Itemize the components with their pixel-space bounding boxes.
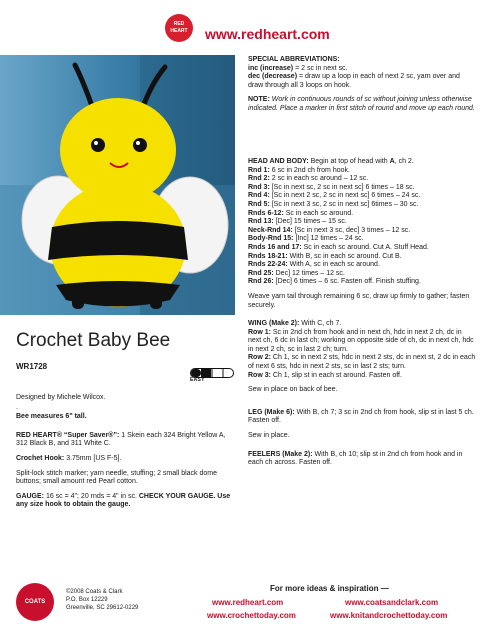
wing-row-text: Sc in 2nd ch from hook and in next ch, hdc in next 2 ch, dc in next ch, 6 dc in last ch; working on opposite side of ch, dc in next ch, hdc in next 2 ch, sc in last 2 ch; turn. [248, 328, 474, 353]
wing-row [248, 329, 476, 355]
round-instruction-label: Rnds 22-24: [248, 261, 290, 269]
round-instruction-label: Rnds 16 and 17: [248, 243, 304, 251]
round-instruction [248, 244, 476, 253]
round-instruction [248, 201, 476, 210]
note-text: Work in continuous rounds of sc without joining unless otherwise indicated. Place a marker in first stitch of round and move up each round. [248, 96, 475, 112]
wing-label: WING (Make 2): [248, 320, 300, 327]
round-instruction-text: [Sc in next 3 sc, 2 sc in next sc] 6times – 30 sc. [271, 200, 419, 208]
dec-definition: = draw up a loop in each of next 2 sc, yarn over and draw through all 3 loops on hook. [248, 73, 460, 89]
round-instruction-label: Rnd 4: [248, 192, 272, 200]
round-instruction-label: Rnd 26: [248, 278, 276, 286]
round-instruction-text: [Sc in next sc, 2 sc in next sc] 6 times – 18 sc. [271, 183, 415, 191]
wing-row [248, 372, 476, 381]
round-instruction-label: Rnd 5: [248, 200, 272, 208]
weave-text: Weave yarn tail through remaining 6 sc, draw up firmly to gather; fasten securely. [248, 292, 470, 309]
round-instruction-text: [Sc in next 3 sc, dec] 3 times – 12 sc. [294, 226, 411, 234]
wing-row-text: Ch 1, slip st in each st around. Fasten off. [272, 371, 402, 379]
dec-term: dec (decrease) [248, 73, 298, 81]
round-instruction [248, 235, 476, 244]
inc-term: inc (increase) [248, 64, 294, 72]
footer-link-crochettoday[interactable]: www.crochettoday.com [207, 611, 296, 620]
leg-label: LEG (Make 6): [248, 408, 295, 416]
wing-sew: Sew in place on back of bee. [248, 386, 338, 394]
round-instruction-text: [Sc in next 2 sc, 2 sc in next sc] 6 times – 24 sc. [271, 192, 421, 200]
leg-text: With B, ch 7; 3 sc in 2nd ch from hook, slip st in last 5 ch. Fasten off. [248, 408, 474, 425]
round-instruction-label: Rnd 25: [248, 269, 276, 277]
head-body-intro-a: A [389, 158, 395, 165]
pattern-title: Crochet Baby Bee [16, 330, 171, 351]
gauge-text: 16 sc = 4"; 20 rnds = 4" in sc. [45, 492, 137, 500]
round-instruction-label: Rnds 6-12: [248, 209, 286, 217]
designer-credit: Designed by Michele Wilcox. [16, 394, 106, 401]
note-label: NOTE: [248, 96, 270, 104]
bee-photo [0, 55, 235, 315]
wing-leg-feelers-instructions [248, 320, 476, 474]
round-instruction-label: Rnd 3: [248, 183, 272, 191]
gauge-label: GAUGE: [16, 492, 44, 500]
round-instruction-text: 6 sc in 2nd ch from hook. [271, 166, 350, 174]
rounds-list [248, 167, 476, 287]
round-instruction-label: Rnd 2: [248, 175, 272, 183]
red-heart-logo: RED HEART [165, 14, 193, 42]
wing-text: With C, ch 7. [301, 320, 342, 327]
round-instruction-text: [Inc] 12 times – 24 sc. [295, 235, 364, 243]
inc-definition: = 2 sc in next sc. [295, 64, 348, 72]
leg-sew: Sew in place. [248, 431, 290, 439]
notions-text: Split-lock stitch marker; yarn needle, stuffing; 2 small black dome buttons; small amount red Pearl cotton. [16, 469, 218, 486]
round-instruction-label: Rnd 1: [248, 166, 272, 174]
pattern-details [16, 394, 238, 516]
round-instruction-text: Sc in each sc around. Cut A. Stuff Head. [303, 243, 429, 251]
round-instruction [248, 253, 476, 262]
special-abbreviations [248, 56, 476, 120]
gauge-check: CHECK YOUR GAUGE. Use any size hook to obtain the gauge. [16, 492, 231, 509]
head-body-intro: Begin at top of head with [310, 158, 388, 165]
round-instruction [248, 167, 476, 176]
pattern-code: WR1728 [16, 362, 48, 371]
round-instruction-text: Sc in each sc around. [285, 209, 354, 217]
head-body-instructions [248, 158, 476, 316]
round-instruction-text: Dec] 12 times – 12 sc. [275, 269, 345, 277]
round-instruction [248, 270, 476, 279]
round-instruction [248, 227, 476, 236]
footer-link-coatsandclark[interactable]: www.coatsandclark.com [345, 598, 439, 607]
round-instruction [248, 218, 476, 227]
address-line: P.O. Box 12229 [66, 597, 108, 603]
round-instruction [248, 175, 476, 184]
wing-row-label: Row 1: [248, 328, 273, 336]
designer-dot: . [16, 403, 18, 411]
head-body-intro-end: , ch 2. [394, 158, 414, 165]
round-instruction [248, 278, 476, 287]
wing-rows [248, 329, 476, 381]
round-instruction [248, 210, 476, 219]
round-instruction-text: [Dec] 15 times – 15 sc. [275, 218, 347, 226]
feelers-text: With B, ch 10; slip st in 2nd ch from hook and in each ch across. Fasten off. [248, 450, 463, 467]
round-instruction [248, 261, 476, 270]
round-instruction-text: 2 sc in each sc around – 12 sc. [271, 175, 369, 183]
round-instruction-text: [Dec] 6 times – 6 sc. Fasten off. Finish stuffing. [275, 278, 421, 286]
company-address [66, 588, 138, 612]
head-body-label: HEAD AND BODY: [248, 158, 309, 165]
hook-label: Crochet Hook: [16, 454, 65, 462]
size-text: Bee measures 6" tall. [16, 413, 87, 421]
yarn-label: RED HEART® “Super Saver®”: [16, 431, 120, 439]
round-instruction-label: Rnd 13: [248, 218, 276, 226]
footer-link-redheart[interactable]: www.redheart.com [212, 598, 284, 607]
abbreviations-heading: SPECIAL ABBREVIATIONS: [248, 56, 340, 63]
more-ideas-heading: For more ideas & inspiration — [270, 584, 389, 593]
wing-row [248, 354, 476, 371]
hook-text: 3.75mm [US F-5]. [66, 454, 122, 462]
round-instruction-text: With A, sc in each sc around. [289, 261, 380, 269]
yarn-text: 1 Skein each 324 Bright Yellow A, 312 Black B, and 311 White C. [16, 431, 226, 448]
address-line: Greenville, SC 29612-0229 [66, 605, 139, 611]
round-instruction-text: With B, sc in each sc around. Cut B. [289, 252, 402, 260]
header-website-link[interactable]: www.redheart.com [205, 26, 330, 42]
wing-row-text: Ch 1, sc in next 2 sts, hdc in next 2 sts, dc in next st, 2 dc in each of next 6 sts, hdc in next 2 sts, sc in last 2 sts; turn. [248, 354, 476, 370]
round-instruction [248, 192, 476, 201]
round-instruction [248, 184, 476, 193]
footer-link-knitandcrochettoday[interactable]: www.knitandcrochettoday.com [330, 611, 448, 620]
round-instruction-label: Neck-Rnd 14: [248, 226, 295, 234]
wing-row-label: Row 3: [248, 371, 273, 379]
wing-row-label: Row 2: [248, 354, 273, 362]
coats-logo: COATS [16, 583, 54, 621]
feelers-label: FEELERS (Make 2): [248, 450, 313, 458]
round-instruction-label: Rnds 18-21: [248, 252, 290, 260]
skill-level-label: EASY [190, 377, 205, 383]
address-line: ©2008 Coats & Clark [66, 589, 123, 595]
round-instruction-label: Body-Rnd 15: [248, 235, 296, 243]
